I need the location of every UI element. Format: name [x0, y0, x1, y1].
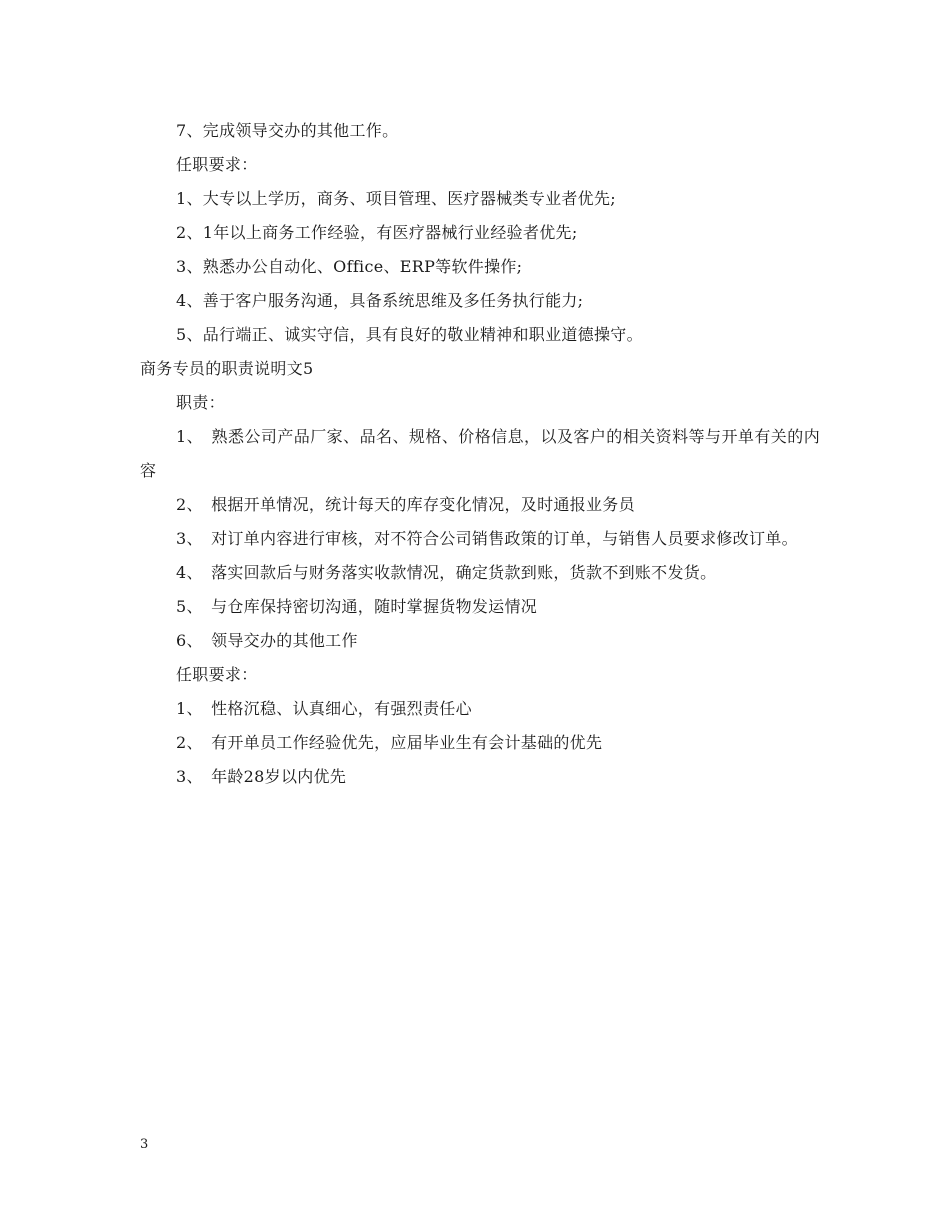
requirement-item-4: 4、善于客户服务沟通，具备系统思维及多任务执行能力; — [176, 291, 584, 310]
section-title: 商务专员的职责说明文5 — [140, 359, 314, 378]
requirement-item-5: 5、品行端正、诚实守信，具有良好的敬业精神和职业道德操守。 — [176, 325, 643, 344]
duty-item-5: 5、 与仓库保持密切沟通，随时掌握货物发运情况 — [176, 597, 538, 616]
page-number: 3 — [140, 1137, 149, 1152]
requirement-item-1b: 1、 性格沉稳、认真细心，有强烈责任心 — [176, 699, 472, 718]
duty-item-3: 3、 对订单内容进行审核，对不符合公司销售政策的订单，与销售人员要求修改订单。 — [176, 529, 798, 548]
requirement-item-2: 2、1年以上商务工作经验，有医疗器械行业经验者优先; — [176, 223, 578, 242]
duties-heading: 职责： — [176, 393, 225, 412]
requirements-heading: 任职要求： — [176, 155, 258, 174]
requirement-item-2b: 2、 有开单员工作经验优先，应届毕业生有会计基础的优先 — [176, 733, 603, 752]
requirement-item-3: 3、熟悉办公自动化、Office、ERP等软件操作; — [176, 257, 523, 276]
duty-item-1: 1、 熟悉公司产品厂家、品名、规格、价格信息，以及客户的相关资料等与开单有关的内容 — [140, 427, 820, 480]
duty-item-2: 2、 根据开单情况，统计每天的库存变化情况，及时通报业务员 — [176, 495, 635, 514]
document-body — [140, 114, 820, 794]
duty-item-4: 4、 落实回款后与财务落实收款情况，确定货款到账，货款不到账不发货。 — [176, 563, 717, 582]
duty-item-6: 6、 领导交办的其他工作 — [176, 631, 358, 650]
requirement-item-1: 1、大专以上学历，商务、项目管理、医疗器械类专业者优先; — [176, 189, 616, 208]
requirement-item-3b: 3、 年龄28岁以内优先 — [176, 767, 347, 786]
duty-item-7: 7、完成领导交办的其他工作。 — [176, 121, 399, 140]
requirements-heading-2: 任职要求： — [176, 665, 258, 684]
